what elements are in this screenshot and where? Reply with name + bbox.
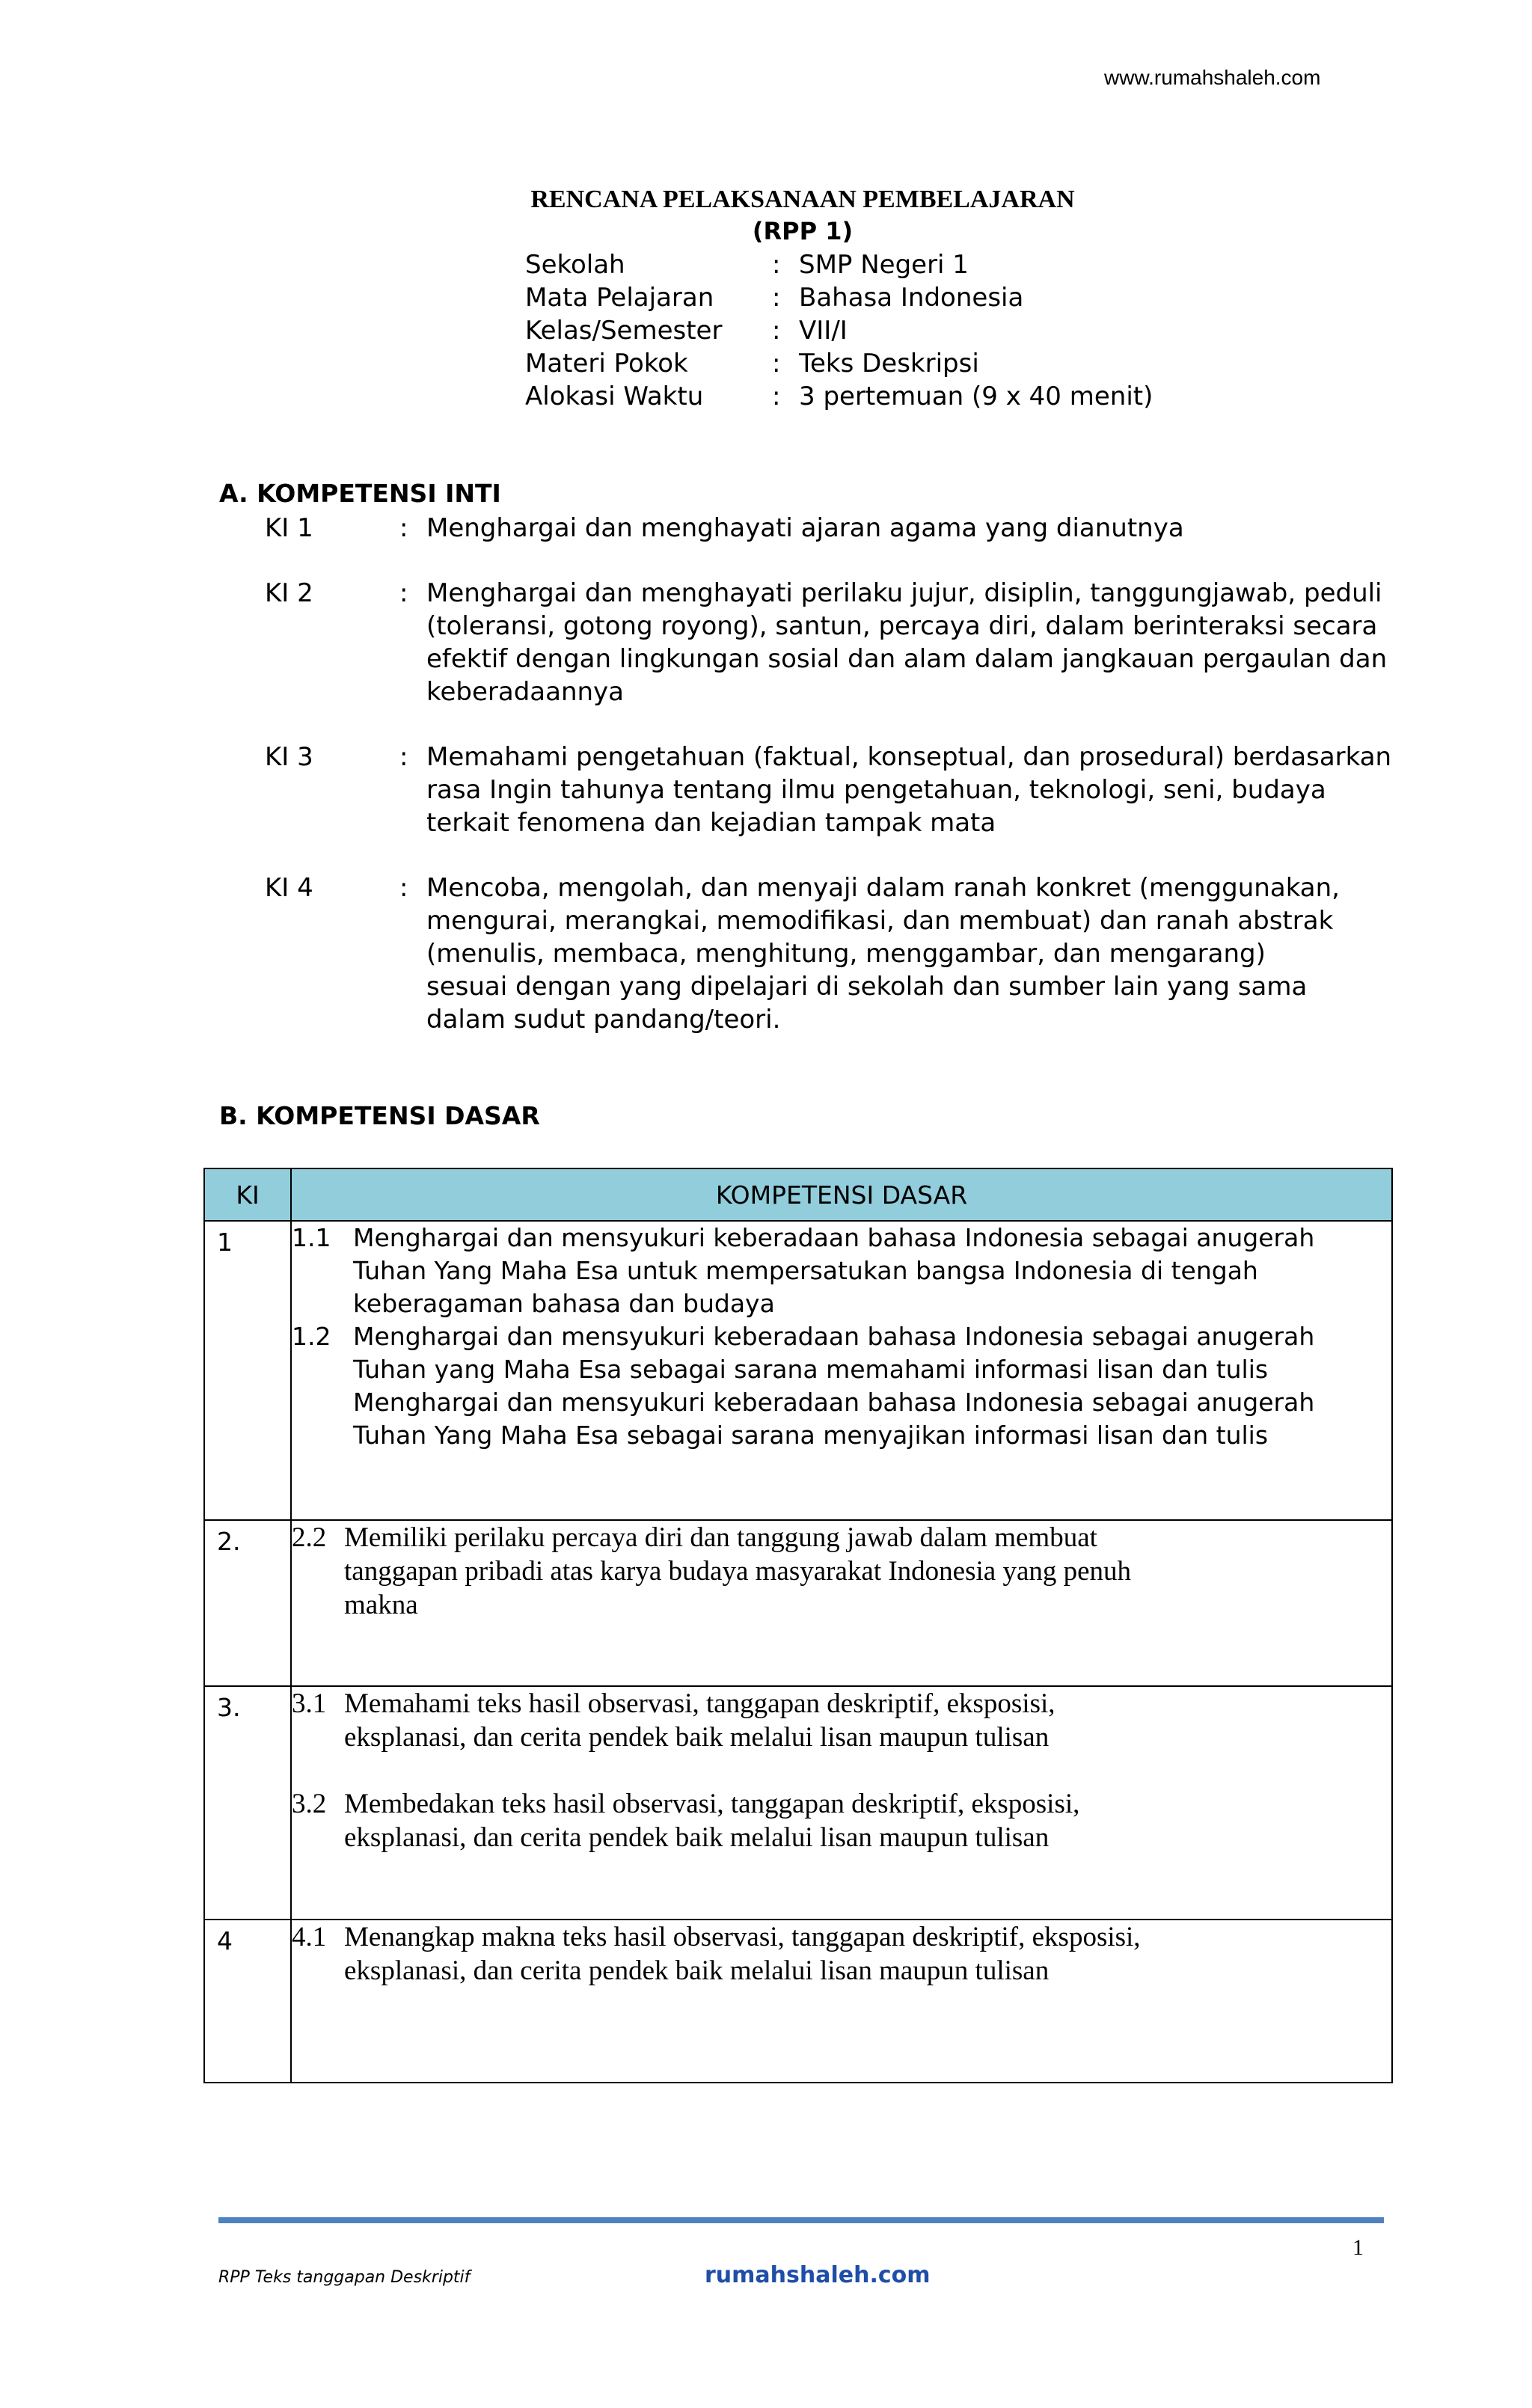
info-colon: : [772,250,781,280]
ki-colon: : [399,578,408,608]
ki-line: sesuai dengan yang dipelajari di sekolah dan sumber lain yang sama [426,972,1308,1002]
table-row [204,1920,1392,2083]
section-b-heading: B. KOMPETENSI DASAR [219,1101,540,1130]
kd-line: Memiliki perilaku percaya diri dan tanggung jawab dalam membuat [344,1522,1097,1553]
info-label: Mata Pelajaran [525,283,714,313]
header-ki: KI [204,1168,291,1221]
table-row [204,1686,1392,1920]
kd-line: eksplanasi, dan cerita pendek baik melalui lisan maupun tulisan [344,1822,1050,1853]
ki-colon: : [399,513,408,543]
header-kompetensi-dasar: KOMPETENSI DASAR [291,1168,1392,1221]
footer-doc-title: RPP Teks tanggapan Deskriptif [218,2268,471,2287]
ki-line: keberadaannya [426,677,625,707]
ki-line: dalam sudut pandang/teori. [426,1005,781,1035]
kd-line: eksplanasi, dan cerita pendek baik melalui lisan maupun tulisan [344,1722,1050,1753]
kd-text [344,1920,1391,1988]
ki-cell [204,1920,291,2083]
ki-line: terkait fenomena dan kejadian tampak mata [426,808,996,838]
info-colon: : [772,349,781,379]
kd-number: 2.2 [292,1522,327,1553]
info-row-materi-pokok [525,347,1153,380]
kd-text [344,1521,1391,1622]
kd-item [292,1320,1391,1452]
info-label: Alokasi Waktu [525,382,704,411]
kd-line: Tuhan Yang Maha Esa sebagai sarana menyajikan informasi lisan dan tulis [353,1421,1269,1450]
ki-cell [204,1221,291,1520]
ki-line: Mencoba, mengolah, dan menyaji dalam ranah konkret (menggunakan, [426,873,1340,903]
kd-number: 4.1 [292,1922,327,1952]
info-row-sekolah [525,248,1153,281]
kd-item [292,1787,1391,1854]
ki-text [426,512,1399,545]
ki-text [426,577,1399,708]
ki-line: Memahami pengetahuan (faktual, konseptual, dan prosedural) berdasarkan [426,742,1392,772]
table-row [204,1520,1392,1686]
kd-number: 3.2 [292,1789,327,1819]
kd-line: Menghargai dan mensyukuri keberadaan bahasa Indonesia sebagai anugerah [353,1388,1315,1417]
info-row-kelas-semester [525,314,1153,347]
info-value: 3 pertemuan (9 x 40 menit) [799,382,1153,411]
kd-number: 1.2 [292,1322,331,1351]
kd-item [292,1222,1391,1320]
identity-block [525,248,1153,413]
kd-line: keberagaman bahasa dan budaya [353,1289,775,1318]
ki-number: 2. [217,1527,241,1556]
kd-line: tanggapan pribadi atas karya budaya masyarakat Indonesia yang penuh [344,1556,1132,1587]
info-colon: : [772,316,781,346]
kd-line: Menghargai dan mensyukuri keberadaan bahasa Indonesia sebagai anugerah [353,1223,1315,1252]
ki-1 [265,512,1399,545]
ki-text [426,741,1399,839]
kd-cell [291,1686,1392,1920]
kd-line: Membedakan teks hasil observasi, tanggapan deskriptif, eksposisi, [344,1789,1080,1819]
kd-line: makna [344,1590,418,1620]
ki-line: mengurai, merangkai, memodifikasi, dan membuat) dan ranah abstrak [426,906,1334,936]
ki-cell [204,1686,291,1920]
document-subtitle: (RPP 1) [752,217,854,245]
info-label: Kelas/Semester [525,316,723,346]
ki-label: KI 3 [265,742,313,772]
ki-number: 4 [217,1926,233,1955]
section-a-heading: A. KOMPETENSI INTI [219,479,501,508]
ki-line: Menghargai dan menghayati perilaku jujur, disiplin, tanggungjawab, peduli [426,578,1382,608]
kd-text [353,1320,1391,1452]
kd-cell [291,1920,1392,2083]
ki-line: (menulis, membaca, menghitung, menggambar, dan mengarang) [426,939,1266,969]
ki-label: KI 2 [265,578,313,608]
info-row-mata-pelajaran [525,281,1153,314]
info-row-alokasi-waktu [525,380,1153,413]
ki-colon: : [399,742,408,772]
info-colon: : [772,283,781,313]
ki-text [426,871,1399,1036]
page-number: 1 [1352,2235,1364,2260]
kd-line: Memahami teks hasil observasi, tanggapan deskriptif, eksposisi, [344,1688,1055,1719]
info-colon: : [772,382,781,411]
ki-cell [204,1520,291,1686]
ki-label: KI 4 [265,873,313,903]
footer-rule [218,2217,1384,2223]
footer-site-link[interactable]: rumahshaleh.com [705,2262,931,2288]
ki-3 [265,741,1399,839]
kd-line: Tuhan Yang Maha Esa untuk mempersatukan bangsa Indonesia di tengah [353,1256,1258,1285]
kd-cell [291,1221,1392,1520]
kd-item [292,1521,1391,1622]
ki-line: Menghargai dan menghayati ajaran agama yang dianutnya [426,513,1184,543]
ki-line: rasa Ingin tahunya tentang ilmu pengetahuan, teknologi, seni, budaya [426,775,1326,805]
ki-label: KI 1 [265,513,313,543]
kd-line: Tuhan yang Maha Esa sebagai sarana memahami informasi lisan dan tulis [353,1355,1269,1384]
kd-text [344,1687,1391,1754]
info-value: SMP Negeri 1 [799,250,969,280]
ki-2 [265,577,1399,708]
info-label: Sekolah [525,250,625,280]
kompetensi-dasar-table [203,1168,1393,2083]
kd-cell [291,1520,1392,1686]
document-title: RENCANA PELAKSANAAN PEMBELAJARAN [530,186,1075,213]
table-row [204,1221,1392,1520]
ki-number: 1 [217,1228,233,1257]
table-header-row [204,1168,1392,1221]
ki-line: efektif dengan lingkungan sosial dan alam dalam jangkauan pergaulan dan [426,644,1388,674]
kd-item [292,1687,1391,1754]
ki-line: (toleransi, gotong royong), santun, percaya diri, dalam berinteraksi secara [426,611,1378,641]
ki-4 [265,871,1399,1036]
info-value: Bahasa Indonesia [799,283,1024,313]
kd-text [353,1222,1391,1320]
kd-line: Menghargai dan mensyukuri keberadaan bahasa Indonesia sebagai anugerah [353,1322,1315,1351]
header-website: www.rumahshaleh.com [1104,66,1321,89]
info-label: Materi Pokok [525,349,688,379]
kd-number: 1.1 [292,1223,331,1252]
kd-line: Menangkap makna teks hasil observasi, tanggapan deskriptif, eksposisi, [344,1922,1141,1952]
kd-text [344,1787,1391,1854]
kd-item [292,1920,1391,1988]
ki-colon: : [399,873,408,903]
info-value: Teks Deskripsi [799,349,979,379]
info-value: VII/I [799,316,848,346]
kd-line: eksplanasi, dan cerita pendek baik melalui lisan maupun tulisan [344,1955,1050,1986]
ki-number: 3. [217,1693,241,1722]
kd-number: 3.1 [292,1688,327,1719]
